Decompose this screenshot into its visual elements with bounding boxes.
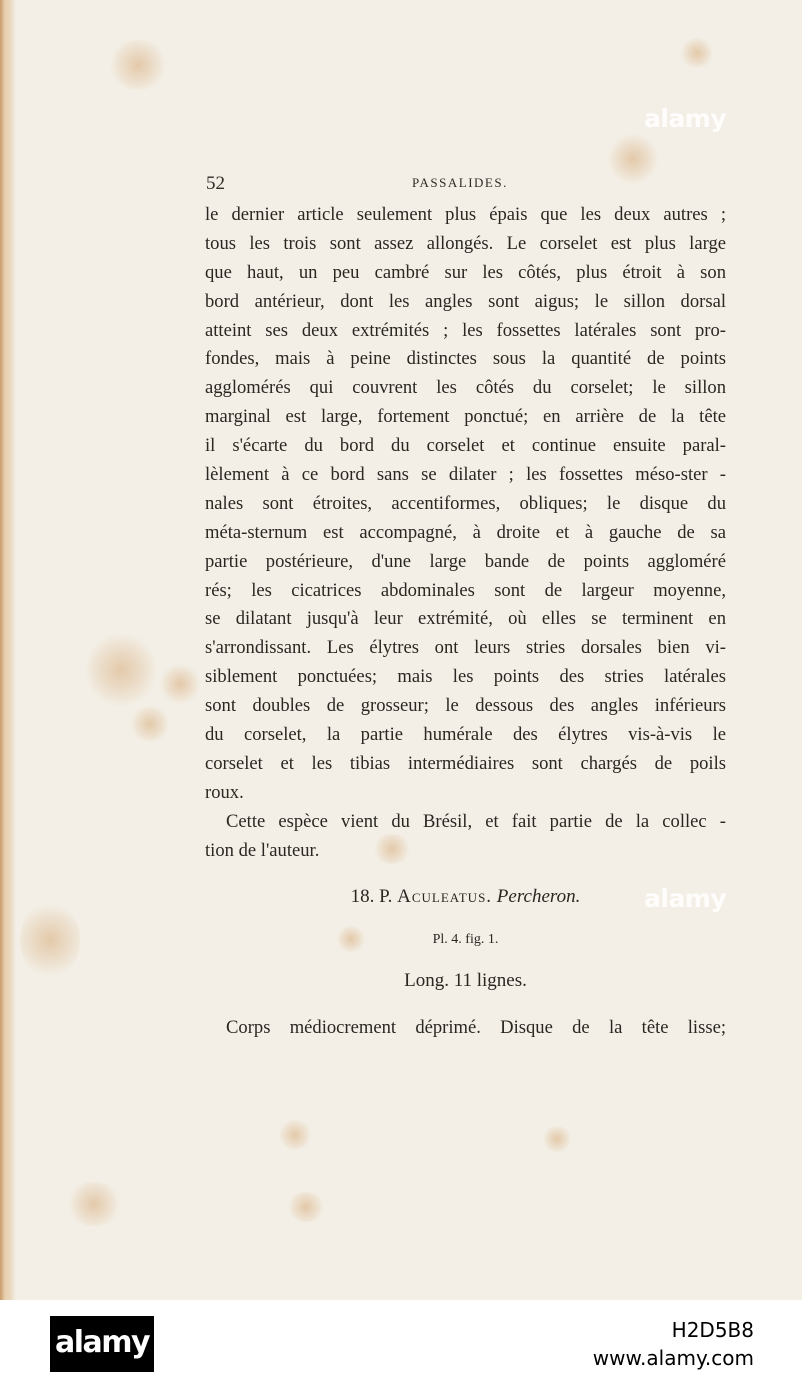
- page-number: 52: [206, 173, 225, 194]
- stock-url: www.alamy.com: [592, 1346, 754, 1370]
- foxing-spot: [108, 40, 168, 90]
- text-line: méta-sternum est accompagné, à droite et à gauche de sa: [205, 521, 726, 543]
- text-line: siblement ponctuées; mais les points des stries latérales: [205, 666, 726, 688]
- stock-logo: alamy: [50, 1316, 154, 1372]
- foxing-spot: [680, 38, 714, 68]
- watermark-text: alamy: [644, 884, 727, 913]
- text-line: Cette espèce vient du Brésil, et fait partie de la collec -: [226, 810, 726, 832]
- length-line: Long. 11 lignes.: [404, 970, 527, 991]
- text-line: corselet et les tibias intermédiaires sont chargés de poils: [205, 752, 726, 774]
- text-line: le dernier article seulement plus épais que les deux autres ;: [205, 204, 726, 225]
- species-heading: [205, 886, 726, 908]
- text-line: lèlement à ce bord sans se dilater ; les fossettes méso-ster -: [205, 464, 726, 486]
- foxing-spot: [130, 706, 170, 742]
- text-line: tous les trois sont assez allongés. Le corselet est plus large: [205, 232, 726, 254]
- foxing-spot: [20, 900, 80, 980]
- foxing-spot: [160, 664, 200, 704]
- watermark-text: alamy: [644, 104, 727, 133]
- foxing-spot: [286, 1192, 326, 1222]
- text-line: agglomérés qui couvrent les côtés du corselet; le sillon: [205, 377, 726, 399]
- text-line: s'arrondissant. Les élytres ont leurs stries dorsales bien vi-: [205, 637, 726, 659]
- main-text: [205, 201, 726, 865]
- running-head: PASSALIDES.: [412, 175, 508, 190]
- page-header: [206, 173, 726, 193]
- text-line: nales sont étroites, accentiformes, obliques; le disque du: [205, 492, 726, 514]
- text-line: atteint ses deux extrémités ; les fossettes latérales sont pro-: [205, 319, 726, 341]
- plate-reference: Pl. 4. fig. 1.: [432, 932, 499, 947]
- text-line: se dilatant jusqu'à leur extrémité, où elles se terminent en: [205, 608, 726, 630]
- species-name: Aculeatus.: [397, 886, 493, 907]
- text-line: roux.: [205, 781, 244, 803]
- text-line: il s'écarte du bord du corselet et continue ensuite paral-: [205, 435, 726, 457]
- foxing-spot: [278, 1120, 312, 1150]
- text-line: fondes, mais à peine distinctes sous la quantité de points: [205, 348, 726, 370]
- foxing-spot: [66, 1182, 122, 1226]
- text-line: tion de l'auteur.: [205, 839, 320, 861]
- foxing-spot: [542, 1126, 572, 1152]
- foxing-spot: [86, 632, 156, 708]
- text-line: partie postérieure, d'une large bande de points aggloméré: [205, 550, 726, 572]
- page-edge: [0, 0, 16, 1300]
- species-author: Percheron.: [496, 886, 581, 907]
- image-id: H2D5B8: [671, 1318, 754, 1342]
- text-line: sont doubles de grosseur; le dessous des angles inférieurs: [205, 695, 726, 717]
- paragraph-1: [205, 201, 726, 808]
- paragraph-2: [205, 808, 726, 866]
- text-line: Corps médiocrement déprimé. Disque de la tête lisse;: [226, 1017, 726, 1038]
- text-line: que haut, un peu cambré sur les côtés, plus étroit à son: [205, 261, 726, 283]
- text-line: marginal est large, fortement ponctué; en arrière de la tête: [205, 406, 726, 428]
- species-number: 18. P.: [350, 886, 393, 907]
- text-line: du corselet, la partie humérale des élytres vis-à-vis le: [205, 724, 726, 746]
- text-line: rés; les cicatrices abdominales sont de largeur moyenne,: [205, 579, 726, 601]
- text-line: bord antérieur, dont les angles sont aigus; le sillon dorsal: [205, 290, 726, 312]
